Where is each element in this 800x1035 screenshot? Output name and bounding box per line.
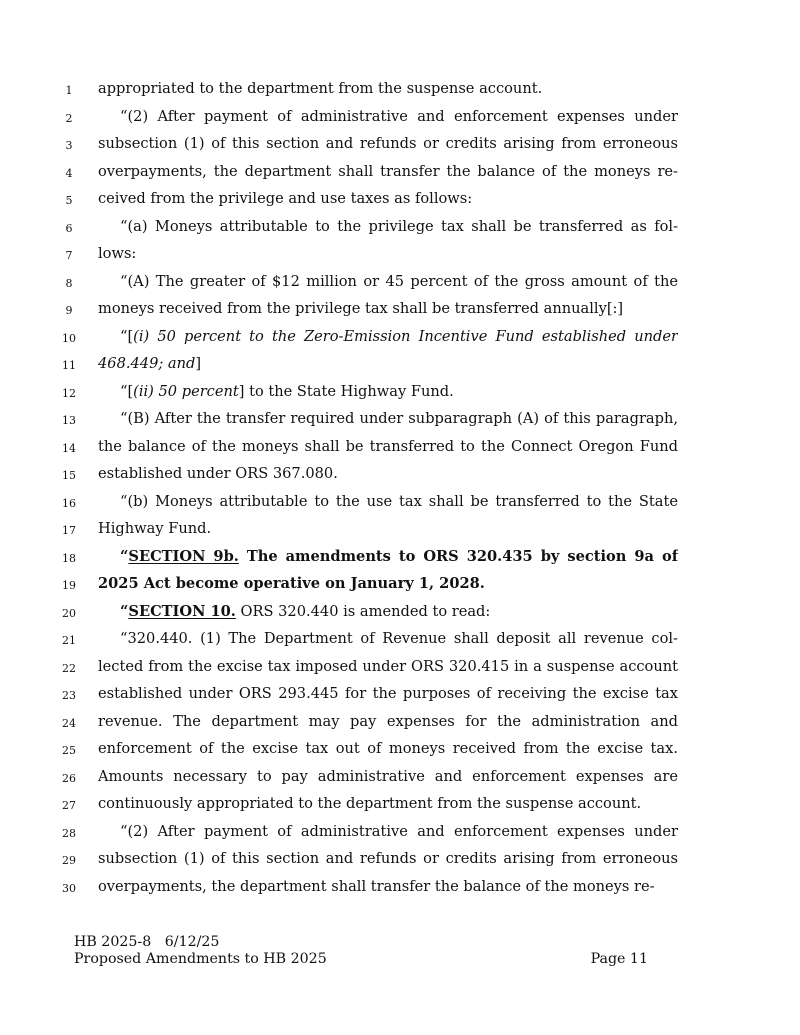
line-text	[98, 189, 678, 209]
line-text	[98, 739, 678, 759]
text-line	[0, 217, 800, 244]
line-text	[98, 217, 678, 237]
text-segment: subsection (1) of this section and refunds or credits arising from erroneous	[98, 850, 678, 867]
text-segment: subsection (1) of this section and refunds or credits arising from erroneous	[98, 135, 678, 152]
text-line	[0, 712, 800, 739]
line-number: 17	[62, 524, 76, 537]
line-text	[98, 299, 678, 319]
line-number: 11	[62, 359, 76, 372]
text-line	[0, 547, 800, 574]
text-line	[0, 877, 800, 904]
text-segment: (i) 50 percent to the Zero-Emission Incentive Fund established under	[133, 327, 678, 345]
text-segment: enforcement of the excise tax out of moneys received from the excise tax.	[98, 740, 678, 757]
text-line	[0, 574, 800, 601]
text-line	[0, 107, 800, 134]
text-segment: “(b) Moneys attributable to the use tax shall be transferred to the State	[120, 492, 678, 510]
text-segment: appropriated to the department from the suspense account.	[98, 80, 543, 97]
line-text	[98, 354, 678, 374]
text-line	[0, 327, 800, 354]
line-number: 16	[62, 496, 76, 510]
text-line	[0, 602, 800, 629]
line-number: 23	[62, 689, 76, 702]
line-text	[98, 382, 678, 402]
text-line	[0, 794, 800, 821]
text-segment: 2025 Act become operative on January 1, 2028.	[98, 575, 485, 592]
text-segment: “320.440. (1) The Department of Revenue shall deposit all revenue col-	[120, 630, 678, 647]
text-segment: overpayments, the department shall transfer the balance of the moneys re-	[98, 162, 678, 180]
line-text	[98, 684, 678, 704]
line-number: 30	[62, 881, 76, 895]
text-line	[0, 79, 800, 106]
text-segment: “	[120, 547, 129, 565]
line-text	[98, 272, 678, 292]
text-line	[0, 684, 800, 711]
line-number: 26	[62, 771, 76, 785]
text-line	[0, 849, 800, 876]
text-line	[0, 519, 800, 546]
text-segment: 468.449; and	[98, 355, 196, 372]
text-segment: established under ORS 367.080.	[98, 465, 338, 482]
text-line	[0, 437, 800, 464]
line-number: 15	[62, 469, 76, 482]
text-segment: (ii) 50 percent	[133, 382, 239, 400]
text-line	[0, 189, 800, 216]
text-line	[0, 354, 800, 381]
line-number: 8	[65, 276, 73, 290]
text-segment: moneys received from the privilege tax shall be transferred annually[:]	[98, 300, 624, 317]
text-line	[0, 134, 800, 161]
text-segment: “(A) The greater of $12 million or 45 percent of the gross amount of the	[120, 272, 678, 290]
line-number: 13	[62, 414, 76, 427]
text-segment: “(B) After the transfer required under subparagraph (A) of this paragraph,	[120, 410, 678, 427]
section-heading: SECTION 10.	[128, 602, 236, 620]
line-text	[98, 629, 678, 649]
line-text	[98, 547, 678, 567]
line-text	[98, 464, 678, 484]
line-text	[98, 794, 678, 814]
line-number: 21	[62, 634, 76, 647]
line-number: 12	[62, 386, 76, 400]
text-line	[0, 299, 800, 326]
line-number: 20	[62, 606, 76, 620]
text-segment: overpayments, the department shall transfer the balance of the moneys re-	[98, 877, 655, 895]
text-segment: “(2) After payment of administrative and enforcement expenses under	[120, 822, 678, 840]
text-segment: ] to the State Highway Fund.	[238, 382, 454, 400]
line-number: 18	[62, 551, 76, 565]
text-segment: “(a) Moneys attributable to the privilege tax shall be transferred as fol-	[120, 217, 678, 235]
text-line	[0, 657, 800, 684]
line-text	[98, 492, 678, 512]
text-line	[0, 382, 800, 409]
text-segment: ORS 320.440 is amended to read:	[235, 602, 491, 620]
line-text	[98, 327, 678, 347]
footer-bill-id: HB 2025-8 6/12/25	[74, 934, 220, 950]
line-number: 22	[62, 661, 76, 675]
line-number: 1	[65, 84, 73, 97]
page-footer	[74, 934, 654, 968]
line-number: 9	[65, 304, 73, 317]
line-number: 27	[62, 799, 76, 812]
text-segment: “	[120, 602, 129, 620]
line-text	[98, 519, 678, 539]
text-segment: ]	[195, 355, 202, 372]
line-text	[98, 877, 678, 897]
text-segment: the balance of the moneys shall be transferred to the Connect Oregon Fund	[98, 437, 678, 455]
text-line	[0, 492, 800, 519]
footer-description: Proposed Amendments to HB 2025	[74, 951, 327, 967]
text-line	[0, 162, 800, 189]
text-segment: The amendments to ORS 320.435 by section 9a of	[246, 547, 678, 565]
line-text	[98, 437, 678, 457]
line-text	[98, 822, 678, 842]
line-number: 5	[65, 194, 73, 207]
line-number: 28	[62, 826, 76, 840]
text-segment: Amounts necessary to pay administrative and enforcement expenses are	[98, 767, 678, 785]
text-line	[0, 244, 800, 271]
line-number: 14	[62, 441, 76, 455]
text-segment: revenue. The department may pay expenses for the administration and	[98, 712, 678, 730]
line-number: 4	[65, 166, 73, 180]
line-text	[98, 107, 678, 127]
line-text	[98, 712, 678, 732]
line-text	[98, 134, 678, 154]
line-text	[98, 162, 678, 182]
line-text	[98, 79, 678, 99]
text-line	[0, 409, 800, 436]
line-number: 25	[62, 744, 76, 757]
footer-page-number: Page 11	[590, 951, 648, 967]
line-text	[98, 574, 678, 594]
text-segment: established under ORS 293.445 for the purposes of receiving the excise tax	[98, 685, 678, 702]
text-line	[0, 629, 800, 656]
text-line	[0, 464, 800, 491]
text-segment: “[	[120, 382, 134, 400]
line-number: 7	[65, 249, 73, 262]
text-segment: lected from the excise tax imposed under ORS 320.415 in a suspense account	[98, 657, 678, 675]
line-number: 19	[62, 579, 76, 592]
section-heading: SECTION 9b.	[128, 547, 239, 565]
text-segment: lows:	[98, 245, 137, 262]
footer-bill-row	[74, 934, 654, 951]
line-number: 3	[65, 139, 73, 152]
line-text	[98, 849, 678, 869]
text-segment: “[	[120, 327, 134, 345]
text-segment: ceived from the privilege and use taxes as follows:	[98, 190, 473, 207]
line-number: 6	[65, 221, 73, 235]
text-line	[0, 767, 800, 794]
footer-description-row	[74, 951, 654, 968]
line-text	[98, 409, 678, 429]
text-line	[0, 822, 800, 849]
line-text	[98, 244, 678, 264]
text-segment: Highway Fund.	[98, 520, 212, 537]
line-text	[98, 602, 678, 622]
line-number: 24	[62, 716, 76, 730]
text-line	[0, 272, 800, 299]
line-text	[98, 767, 678, 787]
text-segment: “(2) After payment of administrative and enforcement expenses under	[120, 107, 678, 125]
line-number: 10	[62, 331, 76, 345]
text-line	[0, 739, 800, 766]
line-number: 29	[62, 854, 76, 867]
text-segment: continuously appropriated to the department from the suspense account.	[98, 795, 642, 812]
line-number: 2	[65, 111, 73, 125]
line-text	[98, 657, 678, 677]
